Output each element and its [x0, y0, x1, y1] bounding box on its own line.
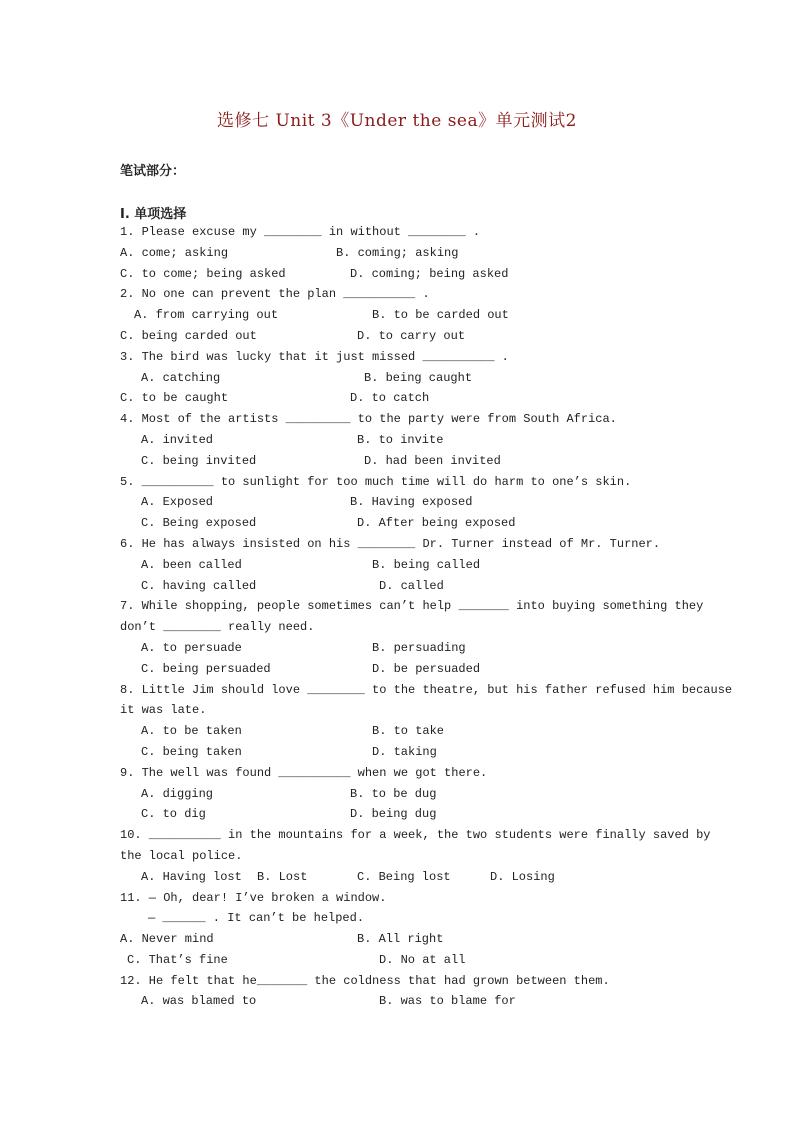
question-stem: 7. While shopping, people sometimes can’t help _______ into buying something they: [120, 599, 704, 614]
question-stem: 11. — Oh, dear! I’ve broken a window.: [120, 890, 387, 905]
option-row: [120, 243, 680, 264]
part-heading: I. 单项选择: [120, 207, 187, 222]
option-row: [120, 326, 680, 347]
question-stem: 1. Please excuse my ________ in without ________ .: [120, 225, 481, 239]
option-d: D. to catch: [350, 391, 430, 406]
question-stem: 4. Most of the artists _________ to the party were from South Africa.: [120, 412, 617, 427]
option-row: [120, 305, 680, 326]
question-stem-continued: — ______ . It can’t be helped.: [148, 911, 365, 926]
option-b: B. being caught: [364, 370, 473, 385]
option-row: [120, 388, 680, 409]
option-c: C. That’s fine: [127, 952, 228, 967]
option-b: B. persuading: [372, 640, 466, 655]
option-d: D. No at all: [379, 952, 466, 967]
option-row: [120, 555, 680, 576]
option-c: C. to come; being asked: [120, 266, 286, 281]
option-row: [120, 721, 680, 742]
option-c: C. to be caught: [120, 391, 229, 406]
option-b: B. to invite: [357, 432, 444, 447]
option-b: B. Having exposed: [350, 495, 473, 510]
option-a: A. to persuade: [141, 640, 242, 655]
option-a: A. from carrying out: [134, 308, 279, 323]
option-row: [120, 991, 680, 1012]
question-stem: 12. He felt that he_______ the coldness that had grown between them.: [120, 973, 610, 988]
option-d: D. to carry out: [357, 328, 466, 343]
option-a: A. invited: [141, 432, 214, 447]
option-b: B. to take: [372, 724, 445, 739]
option-b: B. coming; asking: [336, 245, 459, 260]
option-b: B. Lost: [257, 869, 308, 884]
option-c: C. being taken: [141, 744, 242, 759]
option-d: D. had been invited: [364, 453, 501, 468]
option-a: A. been called: [141, 557, 242, 572]
option-d: D. Losing: [490, 869, 555, 884]
option-a: A. to be taken: [141, 724, 242, 739]
option-a: A. Never mind: [120, 932, 214, 947]
option-c: C. being persuaded: [141, 661, 271, 676]
option-c: C. Being exposed: [141, 516, 257, 531]
option-row: [120, 638, 680, 659]
option-a: A. was blamed to: [141, 994, 257, 1009]
question-stem-continued: don’t ________ really need.: [120, 620, 315, 635]
option-c: C. being invited: [141, 453, 257, 468]
option-a: A. Exposed: [141, 495, 214, 510]
option-c: C. to dig: [141, 807, 206, 822]
option-row: [120, 867, 680, 888]
option-a: A. catching: [141, 370, 221, 385]
question-stem-continued: the local police.: [120, 848, 243, 863]
option-row: [120, 451, 680, 472]
option-d: D. being dug: [350, 807, 437, 822]
section-heading: 笔试部分：: [120, 164, 186, 179]
question-stem: 8. Little Jim should love ________ to the theatre, but his father refused him because: [120, 682, 733, 697]
option-row: [120, 804, 680, 825]
option-row: [120, 368, 680, 389]
option-c: C. being carded out: [120, 328, 257, 343]
question-stem: 9. The well was found __________ when we got there.: [120, 765, 488, 780]
document-title: 选修七 Unit 3《Under the sea》单元测试2: [217, 111, 577, 131]
option-c: C. having called: [141, 578, 257, 593]
option-b: B. to be dug: [350, 786, 437, 801]
option-c: C. Being lost: [357, 869, 451, 884]
option-d: D. be persuaded: [372, 661, 481, 676]
question-stem-continued: it was late.: [120, 703, 207, 718]
option-row: [120, 264, 680, 285]
option-d: D. coming; being asked: [350, 266, 509, 281]
question-stem: 5. __________ to sunlight for too much time will do harm to one’s skin.: [120, 474, 632, 489]
option-a: A. digging: [141, 786, 214, 801]
option-row: [120, 430, 680, 451]
option-row: [120, 742, 680, 763]
option-row: [120, 659, 680, 680]
option-row: [120, 929, 680, 950]
question-list: [120, 222, 733, 1012]
option-d: D. After being exposed: [357, 516, 516, 531]
question-stem: 6. He has always insisted on his ________ Dr. Turner instead of Mr. Turner.: [120, 536, 661, 551]
option-row: [120, 784, 680, 805]
option-a: A. Having lost: [141, 869, 242, 884]
option-d: D. called: [379, 578, 444, 593]
option-row: [120, 950, 680, 971]
question-stem: 2. No one can prevent the plan __________ .: [120, 287, 430, 302]
option-a: A. come; asking: [120, 245, 229, 260]
option-row: [120, 513, 680, 534]
question-stem: 10. __________ in the mountains for a week, the two students were finally saved by: [120, 828, 711, 843]
option-b: B. being called: [372, 557, 481, 572]
option-b: B. was to blame for: [379, 994, 516, 1009]
question-stem: 3. The bird was lucky that it just missed __________ .: [120, 349, 509, 364]
option-row: [120, 492, 680, 513]
option-b: B. to be carded out: [372, 308, 509, 323]
option-b: B. All right: [357, 932, 444, 947]
option-row: [120, 576, 680, 597]
option-d: D. taking: [372, 744, 437, 759]
